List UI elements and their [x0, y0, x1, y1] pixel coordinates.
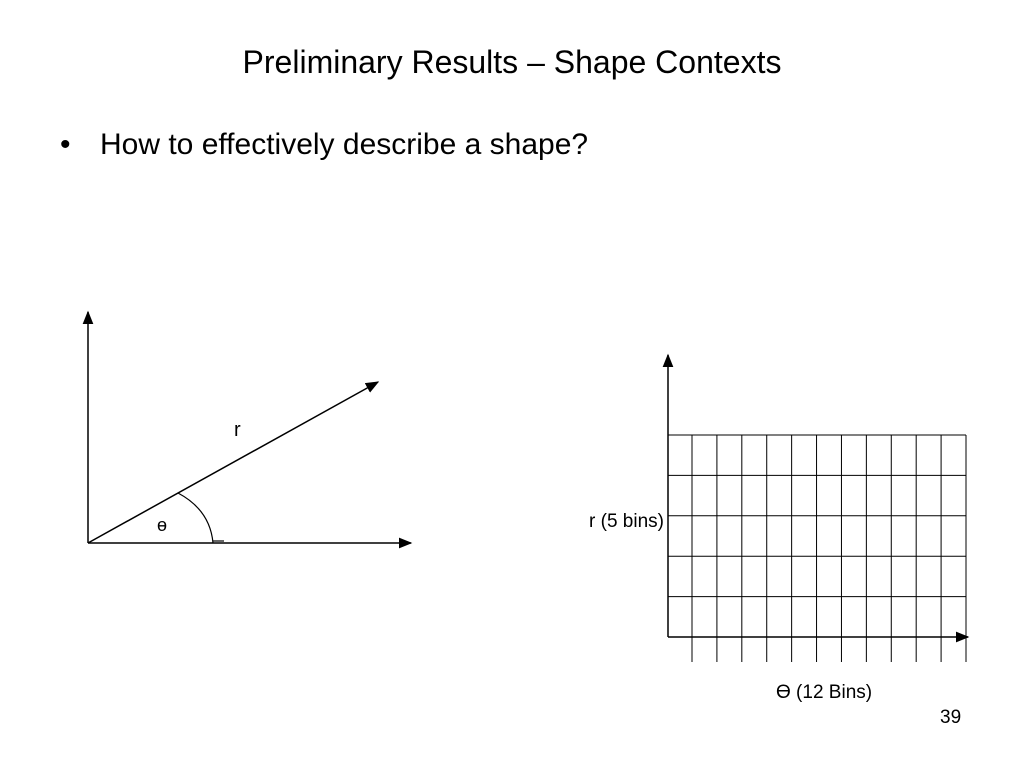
r-bins-label: r (5 bins): [589, 511, 664, 532]
slide-title: Preliminary Results – Shape Contexts: [242, 44, 782, 80]
bullet-dot: •: [60, 128, 71, 161]
grid-lines: [668, 435, 966, 662]
polar-diagram: [88, 312, 411, 543]
angle-arc: [178, 493, 213, 543]
histogram-grid: [589, 355, 968, 703]
theta-bins-label: ϴ (12 Bins): [776, 682, 873, 703]
r-label: r: [234, 419, 241, 441]
bullet-text: How to effectively describe a shape?: [100, 128, 589, 161]
page-number: 39: [940, 707, 962, 728]
radius-vector: [88, 382, 378, 543]
theta-label: ɵ: [157, 515, 168, 535]
